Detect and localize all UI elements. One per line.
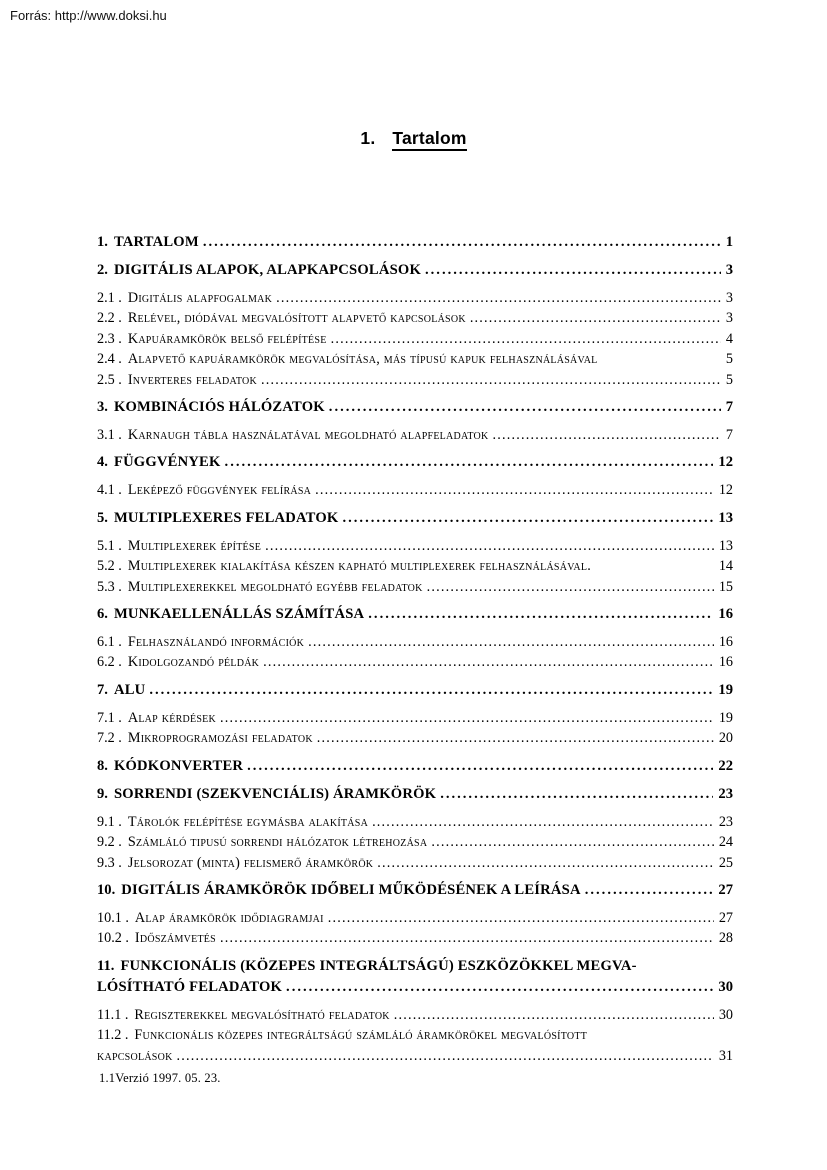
toc-entry-page: 15 bbox=[718, 578, 733, 595]
toc-entry-page: 16 bbox=[718, 634, 733, 651]
dot-leader bbox=[220, 928, 714, 948]
dot-leader bbox=[276, 288, 721, 308]
toc-entry bbox=[97, 288, 733, 308]
dot-leader bbox=[263, 652, 714, 672]
toc-entry bbox=[97, 832, 733, 852]
page-title-number: 1. bbox=[360, 128, 376, 148]
toc-entry-title: Számláló tipusú sorrendi hálózatok létrehozása bbox=[127, 834, 428, 851]
toc-entry-number: 1. bbox=[97, 234, 108, 250]
toc-entry bbox=[97, 812, 733, 832]
toc-entry-number: 10.1 . bbox=[97, 909, 129, 926]
toc-entry-page: 24 bbox=[718, 834, 733, 851]
toc-entry-title: KOMBINÁCIÓS HÁLÓZATOK bbox=[113, 399, 325, 416]
toc-entry-title: Inverteres feladatok bbox=[127, 371, 257, 388]
toc-entry-title: kapcsolások bbox=[97, 1047, 173, 1064]
toc-entry-page: 7 bbox=[725, 399, 733, 416]
toc-entry-title: Tárolók felépítése egymásba alakítása bbox=[127, 813, 369, 830]
toc-entry-continuation bbox=[97, 1046, 733, 1066]
toc-entry-number: 11. bbox=[97, 957, 115, 974]
toc-entry bbox=[97, 308, 733, 328]
table-of-contents bbox=[97, 225, 733, 1066]
toc-entry-title: Multiplexerek építése bbox=[127, 537, 262, 554]
dot-leader bbox=[308, 632, 714, 652]
dot-leader bbox=[177, 1046, 714, 1066]
dot-leader bbox=[225, 452, 714, 473]
toc-entry-number: 9.3 . bbox=[97, 854, 122, 871]
dot-leader bbox=[394, 1005, 714, 1025]
toc-entry-page: 4 bbox=[725, 330, 733, 347]
toc-entry-number: 6.2 . bbox=[97, 654, 122, 671]
toc-entry-title: TARTALOM bbox=[113, 234, 199, 250]
dot-leader bbox=[149, 680, 713, 701]
toc-entry-number: 7.2 . bbox=[97, 730, 122, 747]
dot-leader bbox=[247, 756, 713, 777]
toc-entry-page: 25 bbox=[718, 854, 733, 871]
toc-entry bbox=[97, 329, 733, 349]
toc-entry-number: 2.2 . bbox=[97, 310, 122, 327]
toc-entry-number: 5. bbox=[97, 509, 108, 526]
toc-entry bbox=[97, 632, 733, 652]
dot-leader bbox=[440, 784, 713, 805]
toc-entry-page: 12 bbox=[718, 454, 733, 471]
toc-entry-page: 27 bbox=[718, 909, 733, 926]
version-footer: 1.1Verzió 1997. 05. 23. bbox=[99, 1071, 221, 1085]
toc-entry-title: Regiszterekkel megvalósítható feladatok bbox=[134, 1006, 390, 1023]
toc-entry-number: 4.1 . bbox=[97, 482, 122, 499]
toc-entry-number: 4. bbox=[97, 454, 108, 471]
toc-entry-title: Időszámvetés bbox=[134, 930, 216, 947]
toc-entry-page: 22 bbox=[718, 757, 733, 774]
toc-entry-number: 3. bbox=[97, 399, 108, 416]
toc-entry-number: 9.2 . bbox=[97, 834, 122, 851]
dot-leader bbox=[585, 880, 714, 901]
toc-entry-number: 10. bbox=[97, 881, 116, 898]
toc-entry bbox=[97, 728, 733, 748]
toc-entry-page: 16 bbox=[718, 606, 733, 623]
toc-entry bbox=[97, 680, 733, 701]
dot-leader bbox=[317, 728, 714, 748]
toc-entry bbox=[97, 425, 733, 445]
toc-entry-title: FUNKCIONÁLIS (KÖZEPES INTEGRÁLTSÁGÚ) ESZKÖZÖKKEL MEGVA- bbox=[120, 957, 637, 974]
toc-entry-number: 7. bbox=[97, 681, 108, 698]
toc-entry-number: 2.3 . bbox=[97, 330, 122, 347]
toc-entry-page: 13 bbox=[718, 537, 733, 554]
toc-entry-number: 11.2 . bbox=[97, 1027, 129, 1044]
toc-entry-number: 6. bbox=[97, 606, 108, 623]
dot-leader bbox=[315, 480, 714, 500]
toc-entry-title: Multiplexerekkel megoldható egyébb feladatok bbox=[127, 578, 423, 595]
toc-entry-title: Mikroprogramozási feladatok bbox=[127, 730, 313, 747]
toc-entry-title: SORRENDI (SZEKVENCIÁLIS) ÁRAMKÖRÖK bbox=[113, 785, 437, 802]
toc-entry bbox=[97, 1025, 733, 1045]
toc-entry-page: 30 bbox=[718, 1006, 733, 1023]
dot-leader bbox=[427, 577, 714, 597]
toc-entry bbox=[97, 928, 733, 948]
toc-entry-page: 3 bbox=[725, 310, 733, 327]
dot-leader bbox=[431, 832, 713, 852]
toc-entry-title: Alapvető kapuáramkörök megvalósítása, más típusú kapuk felhasználásával bbox=[127, 351, 598, 368]
toc-entry-page: 14 bbox=[718, 558, 733, 575]
toc-entry bbox=[97, 577, 733, 597]
dot-leader bbox=[261, 370, 721, 390]
toc-entry-title: Digitális alapfogalmak bbox=[127, 290, 273, 306]
dot-leader bbox=[342, 508, 713, 529]
toc-entry-page: 20 bbox=[718, 730, 733, 747]
toc-entry-page: 19 bbox=[718, 681, 733, 698]
toc-entry-title: Funkcionális közepes integráltságú számláló áramkörökel megvalósított bbox=[134, 1027, 588, 1044]
toc-entry-title: Alap kérdések bbox=[127, 709, 216, 726]
toc-entry-title: FÜGGVÉNYEK bbox=[113, 454, 221, 471]
toc-entry bbox=[97, 397, 733, 418]
toc-entry-page: 19 bbox=[718, 709, 733, 726]
toc-entry-number: 10.2 . bbox=[97, 930, 129, 947]
toc-entry bbox=[97, 260, 733, 281]
toc-entry-title: Karnaugh tábla használatával megoldható alapfeladatok bbox=[127, 427, 489, 444]
toc-entry-title: Kapuáramkörök belső felépítése bbox=[127, 330, 327, 347]
toc-entry bbox=[97, 1005, 733, 1025]
toc-entry bbox=[97, 349, 733, 369]
toc-entry-page: 23 bbox=[718, 813, 733, 830]
toc-entry-page: 5 bbox=[725, 371, 733, 388]
toc-entry-page: 27 bbox=[718, 881, 733, 898]
toc-entry-page: 12 bbox=[718, 482, 733, 499]
toc-entry bbox=[97, 956, 733, 977]
toc-entry-title: LÓSÍTHATÓ FELADATOK bbox=[97, 978, 283, 995]
toc-entry-number: 6.1 . bbox=[97, 634, 122, 651]
toc-entry-page: 31 bbox=[718, 1047, 733, 1064]
toc-entry-number: 5.3 . bbox=[97, 578, 122, 595]
toc-entry bbox=[97, 784, 733, 805]
dot-leader bbox=[425, 260, 721, 281]
toc-entry-title: ALU bbox=[113, 681, 146, 698]
toc-entry-title: DIGITÁLIS ÁRAMKÖRÖK IDŐBELI MŰKÖDÉSÉNEK A LEÍRÁSA bbox=[121, 881, 581, 898]
dot-leader bbox=[329, 397, 721, 418]
toc-entry-page: 7 bbox=[725, 427, 733, 444]
toc-entry-title: Kidolgozandó példák bbox=[127, 654, 260, 671]
toc-entry-number: 9. bbox=[97, 785, 108, 802]
dot-leader bbox=[286, 977, 713, 998]
toc-entry-number: 11.1 . bbox=[97, 1006, 129, 1023]
toc-entry-title: DIGITÁLIS ALAPOK, ALAPKAPCSOLÁSOK bbox=[113, 262, 421, 278]
toc-entry-number: 3.1 . bbox=[97, 427, 122, 444]
toc-entry-title: Relével, diódával megvalósított alapvető kapcsolások bbox=[127, 310, 466, 327]
toc-entry bbox=[97, 908, 733, 928]
dot-leader bbox=[328, 908, 714, 928]
dot-leader bbox=[368, 604, 713, 625]
toc-entry bbox=[97, 232, 733, 253]
dot-leader bbox=[377, 853, 714, 873]
dot-leader bbox=[331, 329, 721, 349]
toc-entry bbox=[97, 708, 733, 728]
toc-entry-number: 2.5 . bbox=[97, 371, 122, 388]
toc-entry bbox=[97, 604, 733, 625]
toc-entry-title: Jelsorozat (minta) felismerő áramkörök bbox=[127, 854, 374, 871]
toc-entry-title: KÓDKONVERTER bbox=[113, 757, 244, 774]
toc-entry-number: 2.4 . bbox=[97, 351, 122, 368]
toc-entry bbox=[97, 370, 733, 390]
toc-entry-page: 1 bbox=[725, 234, 733, 250]
toc-entry-number: 8. bbox=[97, 757, 108, 774]
dot-leader bbox=[372, 812, 714, 832]
toc-entry bbox=[97, 853, 733, 873]
toc-entry-title: Felhasználandó információk bbox=[127, 634, 305, 651]
dot-leader bbox=[470, 308, 721, 328]
toc-entry bbox=[97, 652, 733, 672]
toc-entry-title: MULTIPLEXERES FELADATOK bbox=[113, 509, 339, 526]
toc-entry-page: 30 bbox=[718, 978, 733, 995]
toc-entry bbox=[97, 508, 733, 529]
toc-entry bbox=[97, 480, 733, 500]
toc-entry-number: 2. bbox=[97, 262, 108, 278]
source-url-text: Forrás: http://www.doksi.hu bbox=[10, 8, 167, 23]
toc-entry bbox=[97, 452, 733, 473]
toc-entry-title: Alap áramkörök idődiagramjai bbox=[134, 909, 324, 926]
toc-entry-page: 5 bbox=[725, 351, 733, 368]
toc-entry-continuation bbox=[97, 977, 733, 998]
toc-entry-number: 2.1 . bbox=[97, 290, 122, 306]
toc-entry-page: 16 bbox=[718, 654, 733, 671]
toc-entry bbox=[97, 556, 733, 576]
toc-entry-number: 5.1 . bbox=[97, 537, 122, 554]
page-title bbox=[0, 128, 827, 149]
toc-entry-page: 3 bbox=[725, 290, 733, 306]
toc-entry-title: Leképező függvények felírása bbox=[127, 482, 312, 499]
toc-entry-number: 5.2 . bbox=[97, 558, 122, 575]
toc-entry bbox=[97, 880, 733, 901]
dot-leader bbox=[203, 232, 721, 253]
toc-entry-title: Multiplexerek kialakítása készen kapható multiplexerek felhasználásával. bbox=[127, 558, 592, 575]
dot-leader bbox=[220, 708, 714, 728]
toc-entry-number: 9.1 . bbox=[97, 813, 122, 830]
dot-leader bbox=[265, 536, 714, 556]
dot-leader bbox=[492, 425, 720, 445]
toc-entry bbox=[97, 536, 733, 556]
page-title-label: Tartalom bbox=[392, 128, 466, 151]
toc-entry-page: 23 bbox=[718, 785, 733, 802]
toc-entry-title: MUNKAELLENÁLLÁS SZÁMÍTÁSA bbox=[113, 606, 365, 623]
toc-entry-page: 28 bbox=[718, 930, 733, 947]
toc-entry bbox=[97, 756, 733, 777]
toc-entry-page: 3 bbox=[725, 262, 733, 278]
toc-entry-page: 13 bbox=[718, 509, 733, 526]
toc-entry-number: 7.1 . bbox=[97, 709, 122, 726]
